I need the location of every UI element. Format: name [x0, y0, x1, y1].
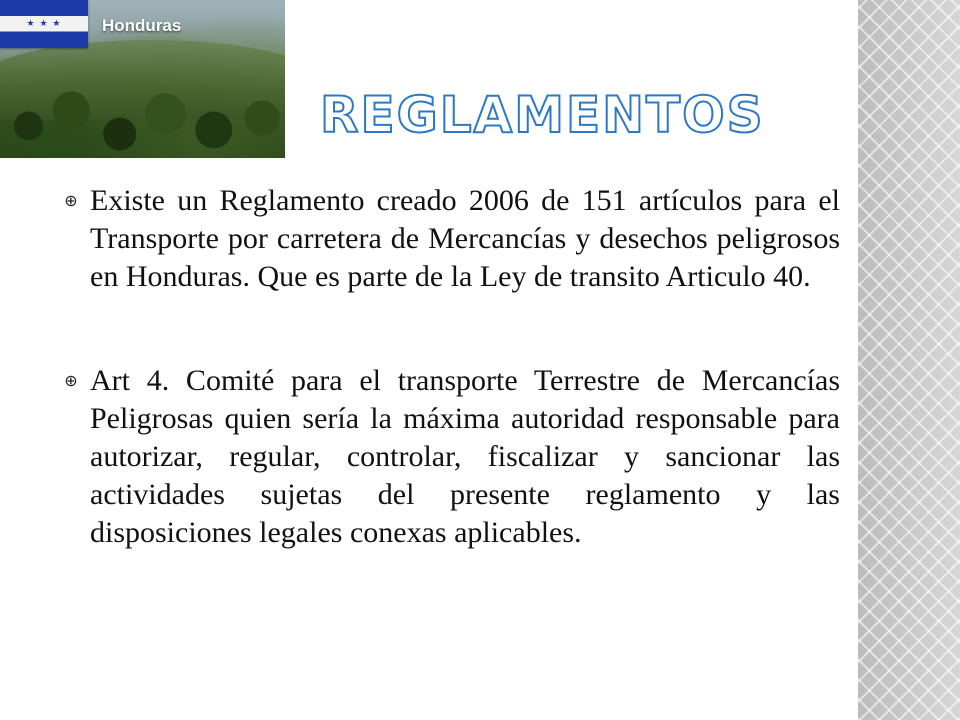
bullet-item: [64, 182, 840, 296]
slide-content: [64, 182, 840, 552]
slide-title: REGLAMENTOS: [320, 86, 765, 144]
honduras-flag-icon: [0, 0, 88, 48]
bullet-text: Existe un Reglamento creado 2006 de 151 artículos para el Transporte por carretera de Mercancías y desechos peligrosos en Honduras. Que es parte de la Ley de transito Articulo 40.: [90, 184, 840, 293]
bullet-text: Art 4. Comité para el transporte Terrestre de Mercancías Peligrosas quien sería la máxima autoridad responsable para autorizar, regular, controlar, fiscalizar y sancionar las actividades sujetas del presente reglamento y las disposiciones legales conexas aplicables.: [90, 364, 840, 549]
decorative-side-panel: [858, 0, 960, 720]
circled-plus-icon: ⊕: [64, 371, 78, 390]
flag-stars: ★ ★ ★: [26, 19, 62, 29]
forest-canopy: [0, 78, 285, 158]
photo-label: Honduras: [102, 16, 182, 35]
circled-plus-icon: ⊕: [64, 191, 78, 210]
honduras-landscape-photo: [0, 0, 285, 158]
bullet-item: [64, 362, 840, 552]
